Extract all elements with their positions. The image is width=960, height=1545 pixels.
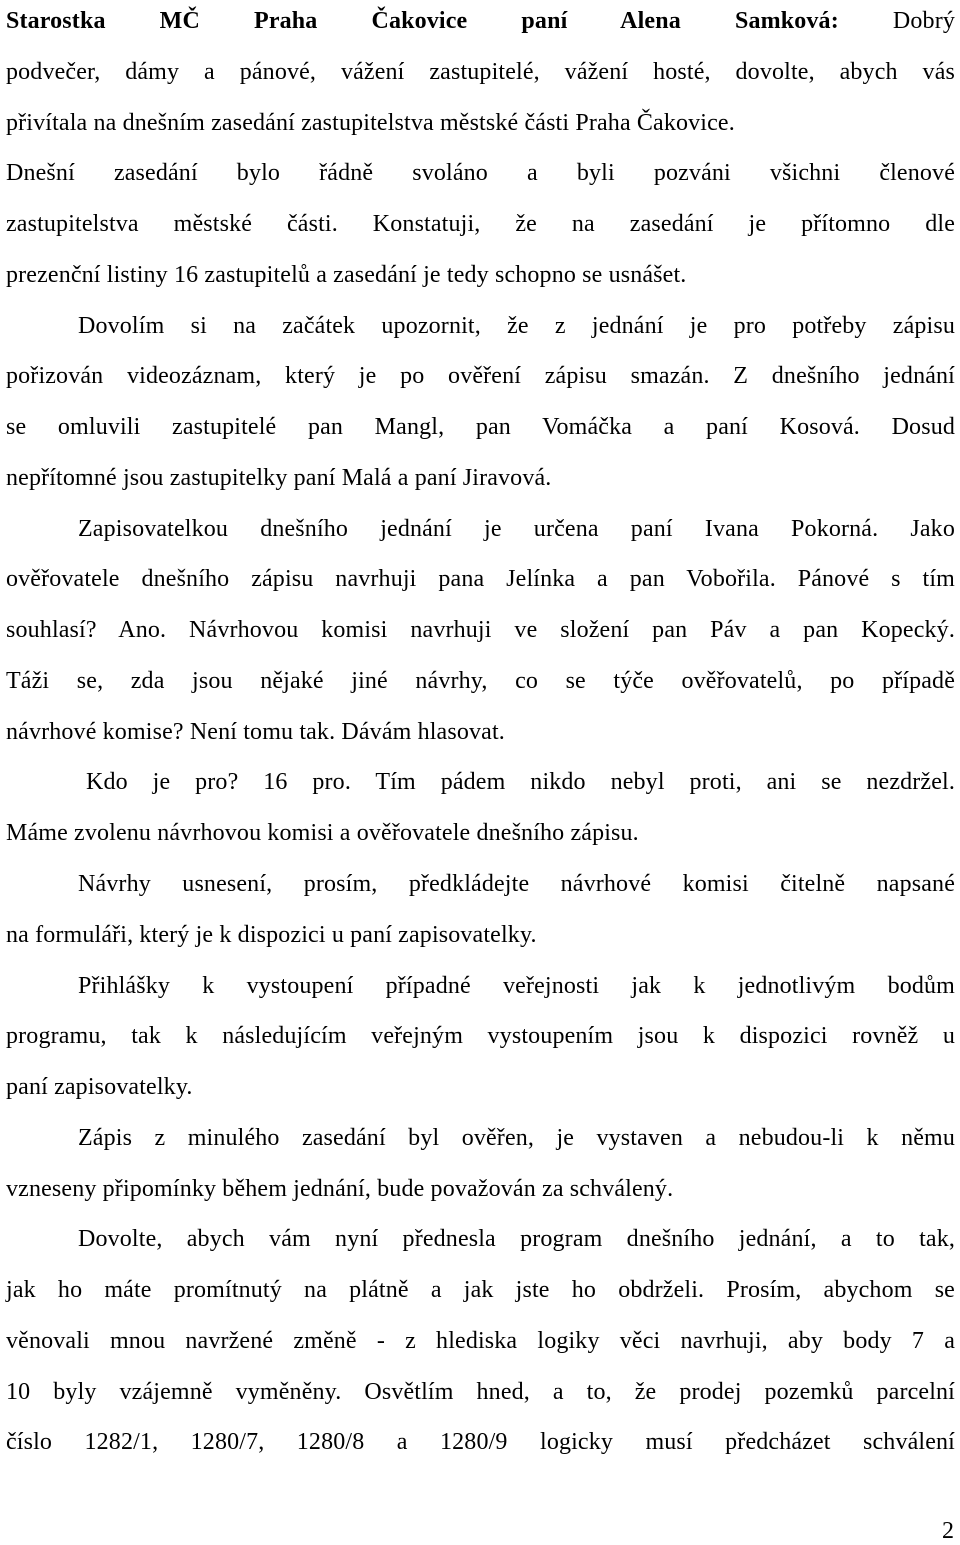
document-line: prezenční listiny 16 zastupitelů a zasedání je tedy schopno se usnášet. <box>6 262 687 288</box>
document-line: souhlasí? Ano. Návrhovou komisi navrhuji ve složení pan Páv a pan Kopecký. <box>6 617 955 643</box>
document-line: na formuláři, který je k dispozici u paní zapisovatelky. <box>6 922 537 948</box>
document-line: nepřítomné jsou zastupitelky paní Malá a paní Jiravová. <box>6 465 552 491</box>
document-line: návrhové komise? Není tomu tak. Dávám hlasovat. <box>6 719 505 745</box>
paragraph-first-line: Přihlášky k vystoupení případné veřejnosti jak k jednotlivým bodům <box>78 973 955 999</box>
document-line <box>6 6 955 36</box>
page-number: 2 <box>942 1518 954 1544</box>
paragraph-first-line: Dovolte, abych vám nyní přednesla program dnešního jednání, a to tak, <box>78 1226 955 1252</box>
document-line: vzneseny připomínky během jednání, bude považován za schválený. <box>6 1176 674 1202</box>
paragraph-first-line: Zápis z minulého zasedání byl ověřen, je vystaven a nebudou-li k němu <box>78 1125 955 1151</box>
paragraph-first-line: Dovolím si na začátek upozornit, že z jednání je pro potřeby zápisu <box>78 313 955 339</box>
paragraph-first-line: Kdo je pro? 16 pro. Tím pádem nikdo nebyl proti, ani se nezdržel. <box>86 769 955 795</box>
document-line: pořizován videozáznam, který je po ověření zápisu smazán. Z dnešního jednání <box>6 363 955 389</box>
paragraph-first-line: Návrhy usnesení, prosím, předkládejte návrhové komisi čitelně napsané <box>78 871 955 897</box>
document-line: Táži se, zda jsou nějaké jiné návrhy, co se týče ověřovatelů, po případě <box>6 668 955 694</box>
document-line: programu, tak k následujícím veřejným vystoupením jsou k dispozici rovněž u <box>6 1023 955 1049</box>
document-line: ověřovatele dnešního zápisu navrhuji pana Jelínka a pan Vobořila. Pánové s tím <box>6 566 955 592</box>
document-line: paní zapisovatelky. <box>6 1074 193 1100</box>
document-line: 10 byly vzájemně vyměněny. Osvětlím hned, a to, že prodej pozemků parcelní <box>6 1379 955 1405</box>
document-line: se omluvili zastupitelé pan Mangl, pan Vomáčka a paní Kosová. Dosud <box>6 414 955 440</box>
document-line: zastupitelstva městské části. Konstatuji, že na zasedání je přítomno dle <box>6 211 955 237</box>
document-line: Máme zvolenu návrhovou komisi a ověřovatele dnešního zápisu. <box>6 820 639 846</box>
document-line: jak ho máte promítnutý na plátně a jak jste ho obdrželi. Prosím, abychom se <box>6 1277 955 1303</box>
document-line: číslo 1282/1, 1280/7, 1280/8 a 1280/9 logicky musí předcházet schválení <box>6 1429 955 1455</box>
speaker-name: Starostka MČ Praha Čakovice paní Alena Samková: <box>6 8 839 34</box>
document-line: věnovali mnou navržené změně - z hlediska logiky věci navrhuji, aby body 7 a <box>6 1328 955 1354</box>
document-line: Dnešní zasedání bylo řádně svoláno a byli pozváni všichni členové <box>6 160 955 186</box>
document-line: podvečer, dámy a pánové, vážení zastupitelé, vážení hosté, dovolte, abych vás <box>6 59 955 85</box>
paragraph-first-line: Zapisovatelkou dnešního jednání je určena paní Ivana Pokorná. Jako <box>78 516 955 542</box>
document-line: přivítala na dnešním zasedání zastupitelstva městské části Praha Čakovice. <box>6 110 735 136</box>
line-text: Dobrý <box>892 8 955 34</box>
